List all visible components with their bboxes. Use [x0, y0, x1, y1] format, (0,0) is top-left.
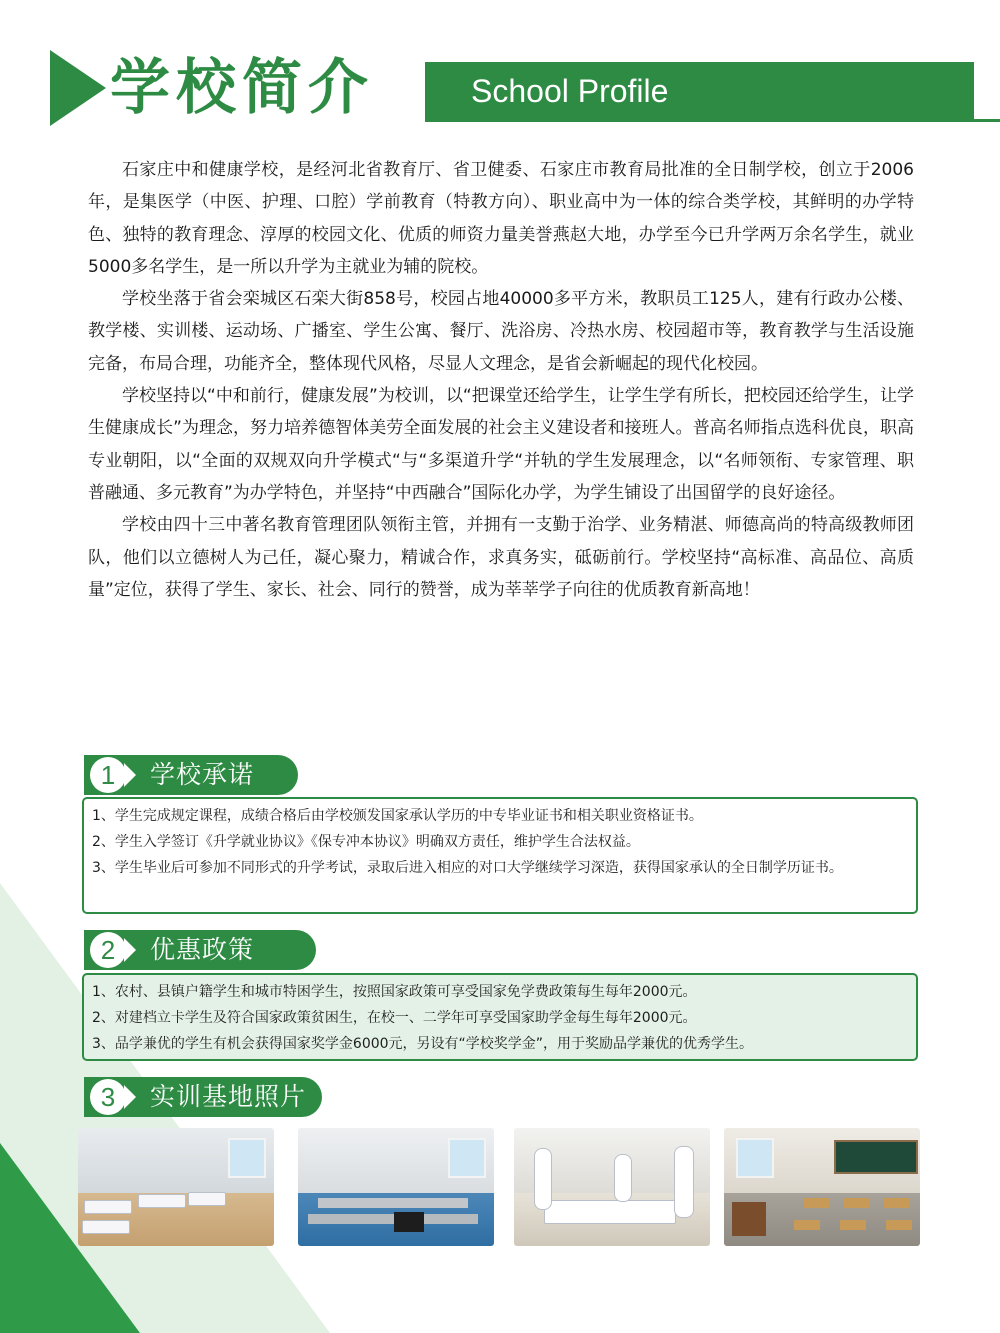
header-rule — [425, 119, 1000, 122]
photo-classroom — [724, 1128, 920, 1246]
play-triangle-icon — [50, 50, 106, 126]
policy-box — [82, 973, 918, 1061]
photo-ward-training-room — [78, 1128, 274, 1246]
list-item: 2、学生入学签订《升学就业协议》《保专冲本协议》明确双方责任，维护学生合法权益。 — [92, 834, 640, 850]
section-number: 2 — [90, 932, 126, 968]
photo-nursing-practice — [514, 1128, 710, 1246]
photo-desk — [844, 1198, 870, 1208]
photo-computer-lab — [298, 1128, 494, 1246]
list-item: 3、学生毕业后可参加不同形式的升学考试，录取后进入相应的对口大学继续学习深造，获得国家承认的全日制学历证书。 — [92, 860, 843, 876]
list-item: 1、农村、县镇户籍学生和城市特困学生，按照国家政策可享受国家免学费政策每生每年2000元。 — [92, 984, 697, 1000]
section-title: 学校承诺 — [150, 760, 255, 789]
section-header-photos — [84, 1077, 322, 1117]
section-pill — [84, 930, 316, 970]
list-item: 3、品学兼优的学生有机会获得国家奖学金6000元，另设有“学校奖学金”，用于奖励品学兼优的优秀学生。 — [92, 1036, 754, 1052]
list-item: 1、学生完成规定课程，成绩合格后由学校颁发国家承认学历的中专毕业证书和相关职业资格证书。 — [92, 808, 703, 824]
photo-nurse — [534, 1148, 552, 1210]
photo-window — [736, 1138, 774, 1178]
photo-desk — [794, 1220, 820, 1230]
section-header-promise — [84, 755, 298, 795]
section-header-policy — [84, 930, 316, 970]
promise-box — [82, 797, 918, 914]
photo-desk-row — [318, 1198, 468, 1208]
photo-desk — [804, 1198, 830, 1208]
photo-bed — [138, 1194, 186, 1208]
intro-paragraph: 学校由四十三中著名教育管理团队领衔主管，并拥有一支勤于治学、业务精湛、师德高尚的特高级教师团队，他们以立德树人为己任，凝心聚力，精诚合作，求真务实，砥砺前行。学校坚持“高标准、高品位、高质量”定位，获得了学生、家长、社会、同行的赞誉，成为莘莘学子向往的优质教育新高地！ — [88, 515, 914, 600]
section-pill — [84, 1077, 322, 1117]
photo-window — [228, 1138, 266, 1178]
photo-bed — [82, 1220, 130, 1234]
page-title: 学校简介 — [110, 53, 374, 123]
section-title: 实训基地照片 — [150, 1082, 307, 1111]
photo-podium — [732, 1202, 766, 1236]
intro-paragraph: 石家庄中和健康学校，是经河北省教育厅、省卫健委、石家庄市教育局批准的全日制学校，创立于2006年，是集医学（中医、护理、口腔）学前教育（特教方向）、职业高中为一体的综合类学校，其鲜明的办学特色、独特的教育理念、淳厚的校园文化、优质的师资力量美誉燕赵大地，办学至今已升学两万余名学生，就业5000多名学生，是一所以升学为主就业为辅的院校。 — [88, 160, 914, 277]
photo-desk — [886, 1220, 912, 1230]
section-pill — [84, 755, 298, 795]
english-title: School Profile — [471, 73, 669, 109]
list-item: 2、对建档立卡学生及符合国家政策贫困生，在校一、二学年可享受国家助学金每生每年2000元。 — [92, 1010, 697, 1026]
english-title-banner — [425, 62, 974, 120]
chevron-right-icon — [124, 938, 136, 962]
photo-nurse — [614, 1154, 632, 1202]
photo-nurse — [674, 1146, 694, 1218]
photo-desk — [884, 1198, 910, 1208]
photo-desk-row — [308, 1214, 478, 1224]
photo-window — [448, 1138, 486, 1178]
intro-paragraph: 学校坐落于省会栾城区石栾大街858号，校园占地40000多平方米，教职员工125人，建有行政办公楼、教学楼、实训楼、运动场、广播室、学生公寓、餐厅、洗浴房、冷热水房、校园超市等，教育教学与生活设施完备，布局合理，功能齐全，整体现代风格，尽显人文理念，是省会新崛起的现代化校园。 — [88, 289, 914, 374]
intro-text — [88, 154, 914, 606]
photo-bed — [544, 1200, 676, 1224]
photo-bed — [188, 1192, 226, 1206]
chevron-right-icon — [124, 763, 136, 787]
photo-monitor — [394, 1212, 424, 1232]
section-title: 优惠政策 — [150, 935, 255, 964]
chevron-right-icon — [124, 1085, 136, 1109]
intro-paragraph: 学校坚持以“中和前行，健康发展”为校训，以“把课堂还给学生，让学生学有所长，把校园还给学生，让学生健康成长”为理念，努力培养德智体美劳全面发展的社会主义建设者和接班人。普高名师指点选科优良，职高专业朝阳，以“全面的双规双向升学模式“与“多渠道升学“并轨的学生发展理念，以“名师领衔、专家管理、职普融通、多元教育”为办学特色，并坚持“中西融合”国际化办学，为学生铺设了出国留学的良好途径。 — [88, 386, 914, 503]
photo-bed — [84, 1200, 132, 1214]
section-number: 1 — [90, 757, 126, 793]
section-number: 3 — [90, 1079, 126, 1115]
photo-desk — [840, 1220, 866, 1230]
photo-blackboard — [834, 1140, 918, 1174]
